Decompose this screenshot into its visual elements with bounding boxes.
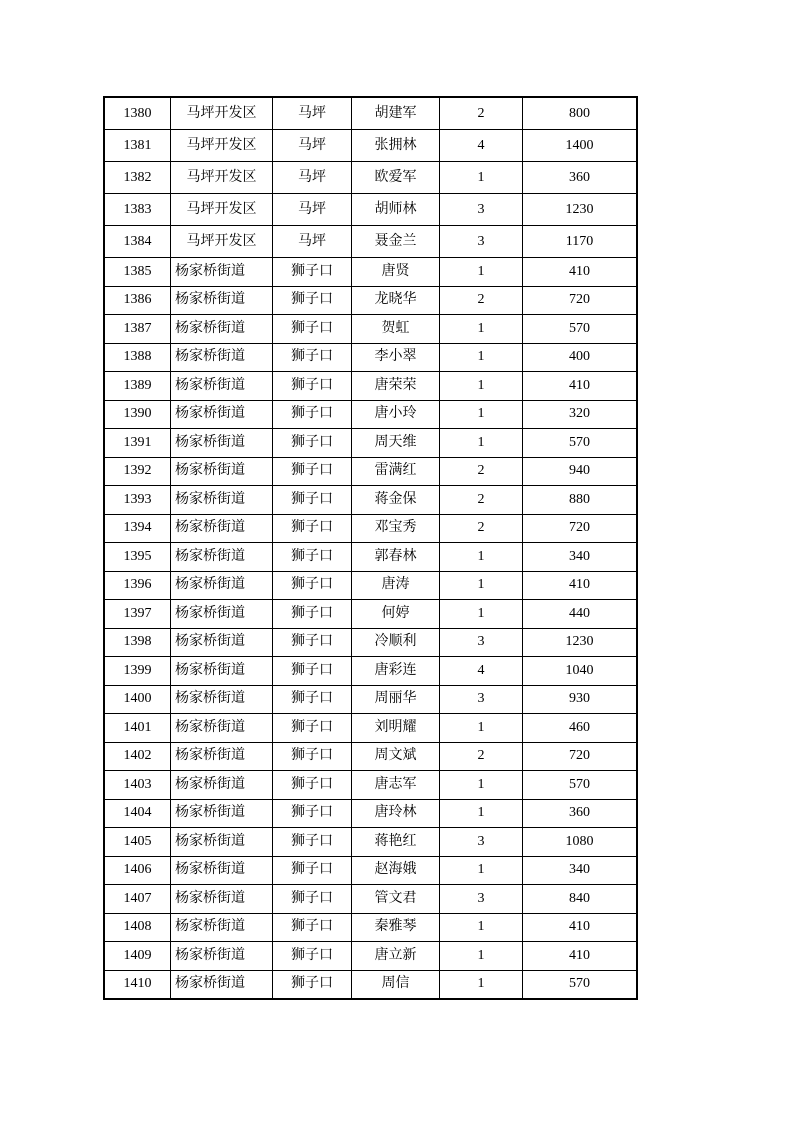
cell-name: 郭春林	[352, 543, 440, 572]
cell-seq: 1392	[104, 457, 171, 486]
cell-district: 马坪开发区	[171, 194, 273, 226]
cell-amount: 720	[523, 514, 638, 543]
cell-amount: 360	[523, 162, 638, 194]
cell-seq: 1382	[104, 162, 171, 194]
cell-district: 杨家桥街道	[171, 856, 273, 885]
cell-seq: 1410	[104, 970, 171, 999]
cell-amount: 400	[523, 343, 638, 372]
cell-count: 1	[440, 571, 523, 600]
cell-name: 欧爱军	[352, 162, 440, 194]
cell-amount: 880	[523, 486, 638, 515]
cell-district: 杨家桥街道	[171, 799, 273, 828]
table-row	[104, 343, 637, 372]
cell-name: 管文君	[352, 885, 440, 914]
cell-name: 唐涛	[352, 571, 440, 600]
table-row	[104, 372, 637, 401]
cell-count: 1	[440, 913, 523, 942]
cell-name: 胡师林	[352, 194, 440, 226]
table-row	[104, 657, 637, 686]
cell-count: 3	[440, 828, 523, 857]
cell-district: 马坪开发区	[171, 226, 273, 258]
cell-seq: 1403	[104, 771, 171, 800]
cell-count: 1	[440, 942, 523, 971]
table-row	[104, 286, 637, 315]
cell-village: 狮子口	[273, 400, 352, 429]
cell-amount: 930	[523, 685, 638, 714]
cell-seq: 1391	[104, 429, 171, 458]
cell-count: 1	[440, 600, 523, 629]
cell-amount: 1230	[523, 194, 638, 226]
cell-village: 狮子口	[273, 856, 352, 885]
cell-district: 杨家桥街道	[171, 315, 273, 344]
cell-village: 狮子口	[273, 457, 352, 486]
cell-district: 杨家桥街道	[171, 685, 273, 714]
cell-district: 杨家桥街道	[171, 372, 273, 401]
cell-count: 3	[440, 628, 523, 657]
cell-seq: 1404	[104, 799, 171, 828]
cell-count: 2	[440, 97, 523, 130]
cell-count: 4	[440, 657, 523, 686]
table-row	[104, 714, 637, 743]
cell-count: 3	[440, 685, 523, 714]
cell-village: 狮子口	[273, 913, 352, 942]
cell-amount: 1230	[523, 628, 638, 657]
cell-count: 2	[440, 457, 523, 486]
cell-village: 狮子口	[273, 286, 352, 315]
cell-name: 张拥林	[352, 130, 440, 162]
cell-village: 狮子口	[273, 343, 352, 372]
cell-district: 杨家桥街道	[171, 600, 273, 629]
cell-name: 周信	[352, 970, 440, 999]
cell-seq: 1398	[104, 628, 171, 657]
cell-village: 狮子口	[273, 714, 352, 743]
cell-village: 狮子口	[273, 543, 352, 572]
cell-amount: 360	[523, 799, 638, 828]
cell-amount: 1400	[523, 130, 638, 162]
cell-amount: 720	[523, 742, 638, 771]
cell-seq: 1390	[104, 400, 171, 429]
cell-count: 1	[440, 799, 523, 828]
cell-amount: 570	[523, 315, 638, 344]
table-row	[104, 942, 637, 971]
cell-village: 狮子口	[273, 628, 352, 657]
cell-amount: 1080	[523, 828, 638, 857]
cell-name: 周文斌	[352, 742, 440, 771]
cell-district: 马坪开发区	[171, 162, 273, 194]
cell-count: 3	[440, 194, 523, 226]
cell-district: 杨家桥街道	[171, 742, 273, 771]
cell-village: 狮子口	[273, 799, 352, 828]
cell-name: 唐荣荣	[352, 372, 440, 401]
cell-amount: 410	[523, 258, 638, 287]
cell-amount: 460	[523, 714, 638, 743]
cell-amount: 1040	[523, 657, 638, 686]
table-row	[104, 799, 637, 828]
cell-district: 马坪开发区	[171, 97, 273, 130]
cell-seq: 1381	[104, 130, 171, 162]
cell-seq: 1384	[104, 226, 171, 258]
cell-count: 2	[440, 286, 523, 315]
cell-district: 杨家桥街道	[171, 543, 273, 572]
cell-amount: 340	[523, 856, 638, 885]
cell-village: 狮子口	[273, 600, 352, 629]
cell-name: 邓宝秀	[352, 514, 440, 543]
cell-district: 杨家桥街道	[171, 571, 273, 600]
cell-seq: 1387	[104, 315, 171, 344]
cell-name: 蒋艳红	[352, 828, 440, 857]
cell-seq: 1400	[104, 685, 171, 714]
cell-seq: 1405	[104, 828, 171, 857]
table-row	[104, 885, 637, 914]
cell-district: 杨家桥街道	[171, 885, 273, 914]
cell-seq: 1386	[104, 286, 171, 315]
cell-seq: 1393	[104, 486, 171, 515]
table-row	[104, 130, 637, 162]
cell-count: 3	[440, 885, 523, 914]
cell-amount: 940	[523, 457, 638, 486]
table-row	[104, 514, 637, 543]
cell-seq: 1406	[104, 856, 171, 885]
cell-seq: 1399	[104, 657, 171, 686]
cell-name: 蒋金保	[352, 486, 440, 515]
cell-name: 唐立新	[352, 942, 440, 971]
table-row	[104, 162, 637, 194]
table-row	[104, 685, 637, 714]
cell-count: 1	[440, 970, 523, 999]
cell-count: 1	[440, 429, 523, 458]
cell-village: 狮子口	[273, 657, 352, 686]
cell-district: 杨家桥街道	[171, 400, 273, 429]
cell-amount: 410	[523, 571, 638, 600]
cell-count: 1	[440, 714, 523, 743]
cell-seq: 1409	[104, 942, 171, 971]
cell-name: 周天维	[352, 429, 440, 458]
table-row	[104, 828, 637, 857]
cell-count: 4	[440, 130, 523, 162]
cell-district: 杨家桥街道	[171, 913, 273, 942]
cell-amount: 570	[523, 429, 638, 458]
cell-count: 1	[440, 315, 523, 344]
cell-name: 唐贤	[352, 258, 440, 287]
cell-district: 杨家桥街道	[171, 457, 273, 486]
table-row	[104, 571, 637, 600]
cell-name: 雷满红	[352, 457, 440, 486]
cell-district: 杨家桥街道	[171, 771, 273, 800]
cell-village: 狮子口	[273, 828, 352, 857]
cell-village: 狮子口	[273, 771, 352, 800]
table-row	[104, 400, 637, 429]
cell-village: 马坪	[273, 194, 352, 226]
table-row	[104, 315, 637, 344]
table-row	[104, 856, 637, 885]
cell-village: 马坪	[273, 162, 352, 194]
cell-district: 杨家桥街道	[171, 486, 273, 515]
cell-village: 马坪	[273, 130, 352, 162]
cell-name: 周丽华	[352, 685, 440, 714]
cell-district: 杨家桥街道	[171, 429, 273, 458]
cell-seq: 1401	[104, 714, 171, 743]
cell-district: 杨家桥街道	[171, 714, 273, 743]
cell-district: 杨家桥街道	[171, 970, 273, 999]
cell-district: 杨家桥街道	[171, 828, 273, 857]
cell-seq: 1397	[104, 600, 171, 629]
cell-seq: 1407	[104, 885, 171, 914]
cell-district: 杨家桥街道	[171, 258, 273, 287]
cell-count: 1	[440, 258, 523, 287]
cell-seq: 1402	[104, 742, 171, 771]
cell-seq: 1396	[104, 571, 171, 600]
table-row	[104, 913, 637, 942]
cell-name: 秦雅琴	[352, 913, 440, 942]
table-row	[104, 97, 637, 130]
cell-amount: 720	[523, 286, 638, 315]
allocation-table	[103, 96, 638, 1000]
cell-count: 2	[440, 486, 523, 515]
cell-name: 唐玲林	[352, 799, 440, 828]
cell-count: 2	[440, 742, 523, 771]
table-row	[104, 970, 637, 999]
cell-name: 李小翠	[352, 343, 440, 372]
cell-village: 狮子口	[273, 742, 352, 771]
cell-count: 1	[440, 856, 523, 885]
cell-amount: 570	[523, 771, 638, 800]
cell-count: 1	[440, 400, 523, 429]
cell-village: 狮子口	[273, 685, 352, 714]
table-row	[104, 600, 637, 629]
cell-amount: 320	[523, 400, 638, 429]
cell-amount: 440	[523, 600, 638, 629]
cell-amount: 410	[523, 913, 638, 942]
cell-amount: 340	[523, 543, 638, 572]
cell-name: 唐志军	[352, 771, 440, 800]
cell-district: 杨家桥街道	[171, 942, 273, 971]
cell-seq: 1380	[104, 97, 171, 130]
cell-name: 聂金兰	[352, 226, 440, 258]
cell-amount: 410	[523, 372, 638, 401]
cell-amount: 570	[523, 970, 638, 999]
cell-village: 马坪	[273, 226, 352, 258]
table-body	[104, 97, 637, 999]
cell-district: 杨家桥街道	[171, 286, 273, 315]
cell-seq: 1395	[104, 543, 171, 572]
cell-count: 2	[440, 514, 523, 543]
cell-village: 狮子口	[273, 315, 352, 344]
table-row	[104, 226, 637, 258]
cell-count: 1	[440, 343, 523, 372]
cell-village: 狮子口	[273, 942, 352, 971]
cell-village: 狮子口	[273, 486, 352, 515]
cell-amount: 410	[523, 942, 638, 971]
cell-count: 1	[440, 771, 523, 800]
cell-district: 杨家桥街道	[171, 628, 273, 657]
cell-district: 杨家桥街道	[171, 514, 273, 543]
table-row	[104, 429, 637, 458]
table-row	[104, 742, 637, 771]
cell-village: 狮子口	[273, 429, 352, 458]
cell-seq: 1408	[104, 913, 171, 942]
cell-seq: 1389	[104, 372, 171, 401]
cell-name: 龙晓华	[352, 286, 440, 315]
table-row	[104, 543, 637, 572]
cell-count: 1	[440, 162, 523, 194]
cell-village: 马坪	[273, 97, 352, 130]
cell-amount: 1170	[523, 226, 638, 258]
cell-village: 狮子口	[273, 571, 352, 600]
cell-village: 狮子口	[273, 258, 352, 287]
cell-name: 刘明耀	[352, 714, 440, 743]
cell-name: 唐彩连	[352, 657, 440, 686]
cell-name: 胡建军	[352, 97, 440, 130]
cell-amount: 800	[523, 97, 638, 130]
cell-district: 杨家桥街道	[171, 657, 273, 686]
cell-seq: 1383	[104, 194, 171, 226]
cell-count: 1	[440, 372, 523, 401]
cell-seq: 1394	[104, 514, 171, 543]
cell-name: 唐小玲	[352, 400, 440, 429]
cell-village: 狮子口	[273, 970, 352, 999]
cell-name: 何婷	[352, 600, 440, 629]
table-row	[104, 771, 637, 800]
cell-district: 杨家桥街道	[171, 343, 273, 372]
cell-seq: 1385	[104, 258, 171, 287]
cell-village: 狮子口	[273, 372, 352, 401]
table-row	[104, 258, 637, 287]
cell-count: 1	[440, 543, 523, 572]
cell-name: 赵海娥	[352, 856, 440, 885]
cell-seq: 1388	[104, 343, 171, 372]
table-row	[104, 486, 637, 515]
cell-district: 马坪开发区	[171, 130, 273, 162]
table-row	[104, 628, 637, 657]
cell-village: 狮子口	[273, 514, 352, 543]
table-row	[104, 194, 637, 226]
table-row	[104, 457, 637, 486]
cell-count: 3	[440, 226, 523, 258]
cell-name: 冷顺利	[352, 628, 440, 657]
cell-village: 狮子口	[273, 885, 352, 914]
cell-name: 贺虹	[352, 315, 440, 344]
cell-amount: 840	[523, 885, 638, 914]
